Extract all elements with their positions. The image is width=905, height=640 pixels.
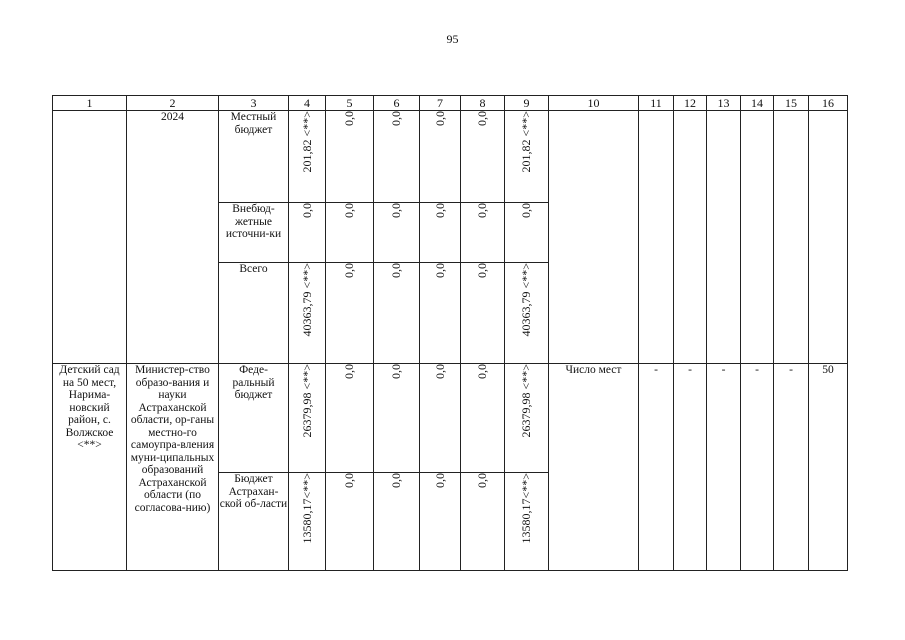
amount-year: 0,0	[432, 364, 447, 379]
column-number: 6	[374, 96, 420, 111]
amount-year: 0,0	[342, 111, 357, 126]
column-number: 8	[461, 96, 505, 111]
indicator-value: -	[674, 364, 707, 571]
indicator-value: -	[741, 364, 774, 571]
column-number: 4	[289, 96, 326, 111]
value-cell-empty	[639, 111, 674, 364]
amount-year: 40363,79 <**>	[519, 263, 534, 337]
indicator-name: Число мест	[549, 364, 639, 571]
value-cell-empty	[809, 111, 848, 364]
funding-source: Феде-ральный бюджет	[219, 364, 289, 473]
amount-total: 0,0	[299, 203, 314, 218]
column-number: 3	[219, 96, 289, 111]
amount-year: 26379,98 <**>	[519, 364, 534, 438]
value-cell-empty	[674, 111, 707, 364]
table-row	[53, 111, 848, 203]
value-cell-empty	[774, 111, 809, 364]
amount-total: 26379,98 <**>	[299, 364, 314, 438]
column-number: 9	[505, 96, 549, 111]
column-number: 15	[774, 96, 809, 111]
amount-year: 0,0	[432, 203, 447, 218]
column-number: 2	[127, 96, 219, 111]
page-number: 95	[446, 32, 459, 46]
column-number: 12	[674, 96, 707, 111]
column-number: 1	[53, 96, 127, 111]
funding-source: Внебюд-жетные источни-ки	[219, 203, 289, 263]
amount-year: 0,0	[475, 263, 490, 278]
amount-year: 0,0	[475, 364, 490, 379]
indicator-value: -	[774, 364, 809, 571]
value-cell-empty	[707, 111, 741, 364]
amount-year: 0,0	[389, 111, 404, 126]
executor: Министер-ство образо-вания и науки Астраханской области, ор-ганы местно-го самоупра-вления муни-ципальных образований Астраханской области (по согласова-нию)	[127, 364, 219, 571]
amount-year: 0,0	[389, 364, 404, 379]
amount-year: 0,0	[475, 111, 490, 126]
year-cell: 2024	[127, 111, 219, 364]
object-cell-empty	[53, 111, 127, 364]
amount-year: 13580,17<**>	[519, 473, 534, 544]
table-row	[53, 364, 848, 473]
column-number: 14	[741, 96, 774, 111]
amount-year: 0,0	[342, 473, 357, 488]
value-cell-empty	[741, 111, 774, 364]
indicator-value: -	[639, 364, 674, 571]
amount-year: 0,0	[432, 263, 447, 278]
amount-year: 0,0	[342, 263, 357, 278]
column-number-row	[53, 96, 848, 111]
indicator-value: -	[707, 364, 741, 571]
funding-source: Местный бюджет	[219, 111, 289, 203]
column-number: 5	[326, 96, 374, 111]
amount-total: 201,82 <**>	[299, 111, 314, 173]
amount-year: 0,0	[389, 473, 404, 488]
amount-total: 13580,17<**>	[299, 473, 314, 544]
indicator-value-final: 50	[809, 364, 848, 571]
amount-total: 40363,79 <**>	[299, 263, 314, 337]
funding-source: Бюджет Астрахан-ской об-ласти	[219, 473, 289, 571]
column-number: 16	[809, 96, 848, 111]
column-number: 10	[549, 96, 639, 111]
amount-year: 0,0	[342, 364, 357, 379]
amount-year: 201,82 <**>	[519, 111, 534, 173]
amount-year: 0,0	[389, 263, 404, 278]
amount-year: 0,0	[519, 203, 534, 218]
column-number: 11	[639, 96, 674, 111]
program-table	[52, 95, 848, 571]
amount-year: 0,0	[432, 473, 447, 488]
column-number: 13	[707, 96, 741, 111]
amount-year: 0,0	[432, 111, 447, 126]
object-name: Детский сад на 50 мест, Нарима-новский район, с. Волжское <**>	[53, 364, 127, 571]
amount-year: 0,0	[475, 473, 490, 488]
funding-source: Всего	[219, 263, 289, 364]
amount-year: 0,0	[475, 203, 490, 218]
amount-year: 0,0	[342, 203, 357, 218]
column-number: 7	[420, 96, 461, 111]
indicator-cell-empty	[549, 111, 639, 364]
amount-year: 0,0	[389, 203, 404, 218]
